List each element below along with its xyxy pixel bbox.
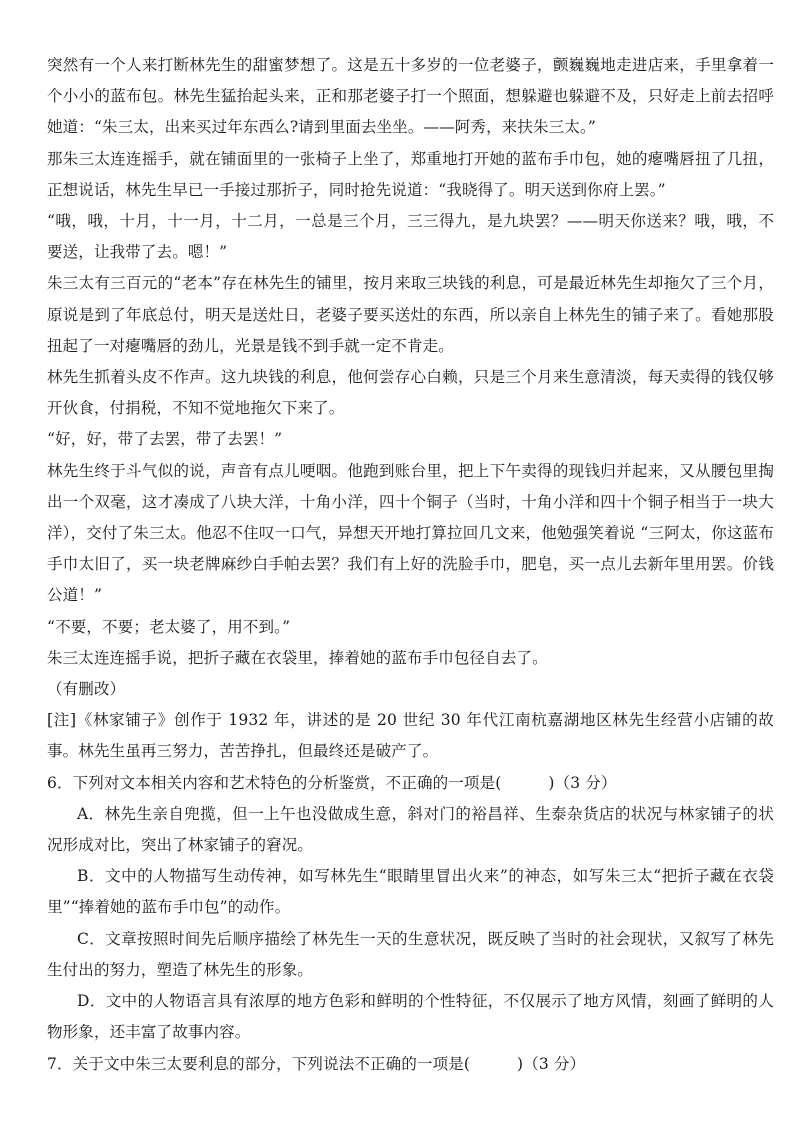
annotation-note: [注]《林家铺子》创作于 1932 年，讲述的是 20 世纪 30 年代江南杭嘉湖地区林先生经营小店铺的故事。林先生虽再三努力，苦苦挣扎，但最终还是破产了。 — [47, 711, 774, 761]
paragraph-lin-agrees: “好，好，带了去罢，带了去罢！” — [47, 430, 283, 449]
question-6-option-c: C．文章按照时间先后顺序描绘了林先生一天的生意状况，既反映了当时的社会现状，又叙写了林先生付出的努力，塑造了林先生的形象。 — [47, 929, 774, 979]
document-page — [47, 50, 774, 1080]
paragraph-zhu-refuses: “不要，不要；老太婆了，用不到。” — [47, 617, 291, 636]
paragraph-old-woman-arrives: 突然有一个人来打断林先生的甜蜜梦想了。这是五十多岁的一位老婆子，颤巍巍地走进店来，手里拿着一个小小的蓝布包。林先生猛抬起头来，正和那老婆子打一个照面，想躲避也躲避不及，只好走上前去招呼她道：“朱三太，出来买过年东西么?请到里面去坐坐。——阿秀，来扶朱三太。” — [47, 56, 774, 137]
question-7 — [47, 1049, 774, 1080]
question-6-option-b: B．文中的人物描写生动传神，如写林先生“眼睛里冒出火来”的神态，如写朱三太“把折子藏在衣袋里”“捧着她的蓝布手巾包”的动作。 — [47, 867, 774, 917]
paragraph-zhu-leaves: 朱三太连连摇手说，把折子藏在衣袋里，捧着她的蓝布手巾包径自去了。 — [47, 648, 548, 667]
question-6-option-a: A．林先生亲自兜揽，但一上午也没做成生意，斜对门的裕昌祥、生泰杂货店的状况与林家铺子的状况形成对比，突出了林家铺子的窘况。 — [47, 804, 774, 855]
question-6 — [47, 768, 774, 1049]
paragraph-lin-silent: 林先生抓着头皮不作声。这九块钱的利息，他何尝存心白赖，只是三个月来生意清淡，每天卖得的钱仅够开伙食，付捐税，不知不觉地拖欠下来了。 — [47, 368, 774, 418]
paragraph-lin-pays: 林先生终于斗气似的说，声音有点儿哽咽。他跑到账台里，把上下午卖得的现钱归并起来，又从腰包里掏出一个双毫，这才凑成了八块大洋，十角小洋，四十个铜子（当时，十角小洋和四十个铜子相当于一块大洋），交付了朱三太。他忍不住叹一口气，异想天开地打算拉回几文来，他勉强笑着说 “三阿太，你这蓝布手巾太旧了，买一块老牌麻纱白手帕去罢？我们有上好的洗脸手巾，肥皂，买一点儿去新年里用罢。价钱公道！” — [47, 461, 774, 605]
question-6-option-d: D．文中的人物语言具有浓厚的地方色彩和鲜明的个性特征，不仅展示了地方风情，刻画了鲜明的人物形象，还丰富了故事内容。 — [47, 992, 774, 1042]
paragraph-zhu-santai-sits: 那朱三太连连摇手，就在铺面里的一张椅子上坐了，郑重地打开她的蓝布手巾包，她的瘪嘴唇扭了几扭，正想说话，林先生早已一手接过那折子，同时抢先说道：“我晓得了。明天送到你府上罢。” — [47, 149, 774, 199]
question-7-stem: 7．关于文中朱三太要利息的部分，下列说法不正确的一项是( )（3 分） — [47, 1054, 586, 1073]
paragraph-principal-interest: 朱三太有三百元的“老本”存在林先生的铺里，按月来取三块钱的利息，可是最近林先生却拖欠了三个月，原说是到了年底总付，明天是送灶日，老婆子要买送灶的东西，所以亲自上林先生的铺子来了。看她那股扭起了一对瘪嘴唇的劲儿，光景是钱不到手就一定不肯走。 — [47, 274, 774, 355]
edited-note: （有删改） — [47, 680, 126, 699]
paragraph-zhu-santai-counts: “哦，哦，十月，十一月，十二月，一总是三个月，三三得九，是九块罢？——明天你送来？哦，哦，不要送，让我带了去。嗯！” — [47, 212, 774, 262]
question-6-stem: 6．下列对文本相关内容和艺术特色的分析鉴赏，不正确的一项是( )（3 分） — [47, 773, 617, 792]
